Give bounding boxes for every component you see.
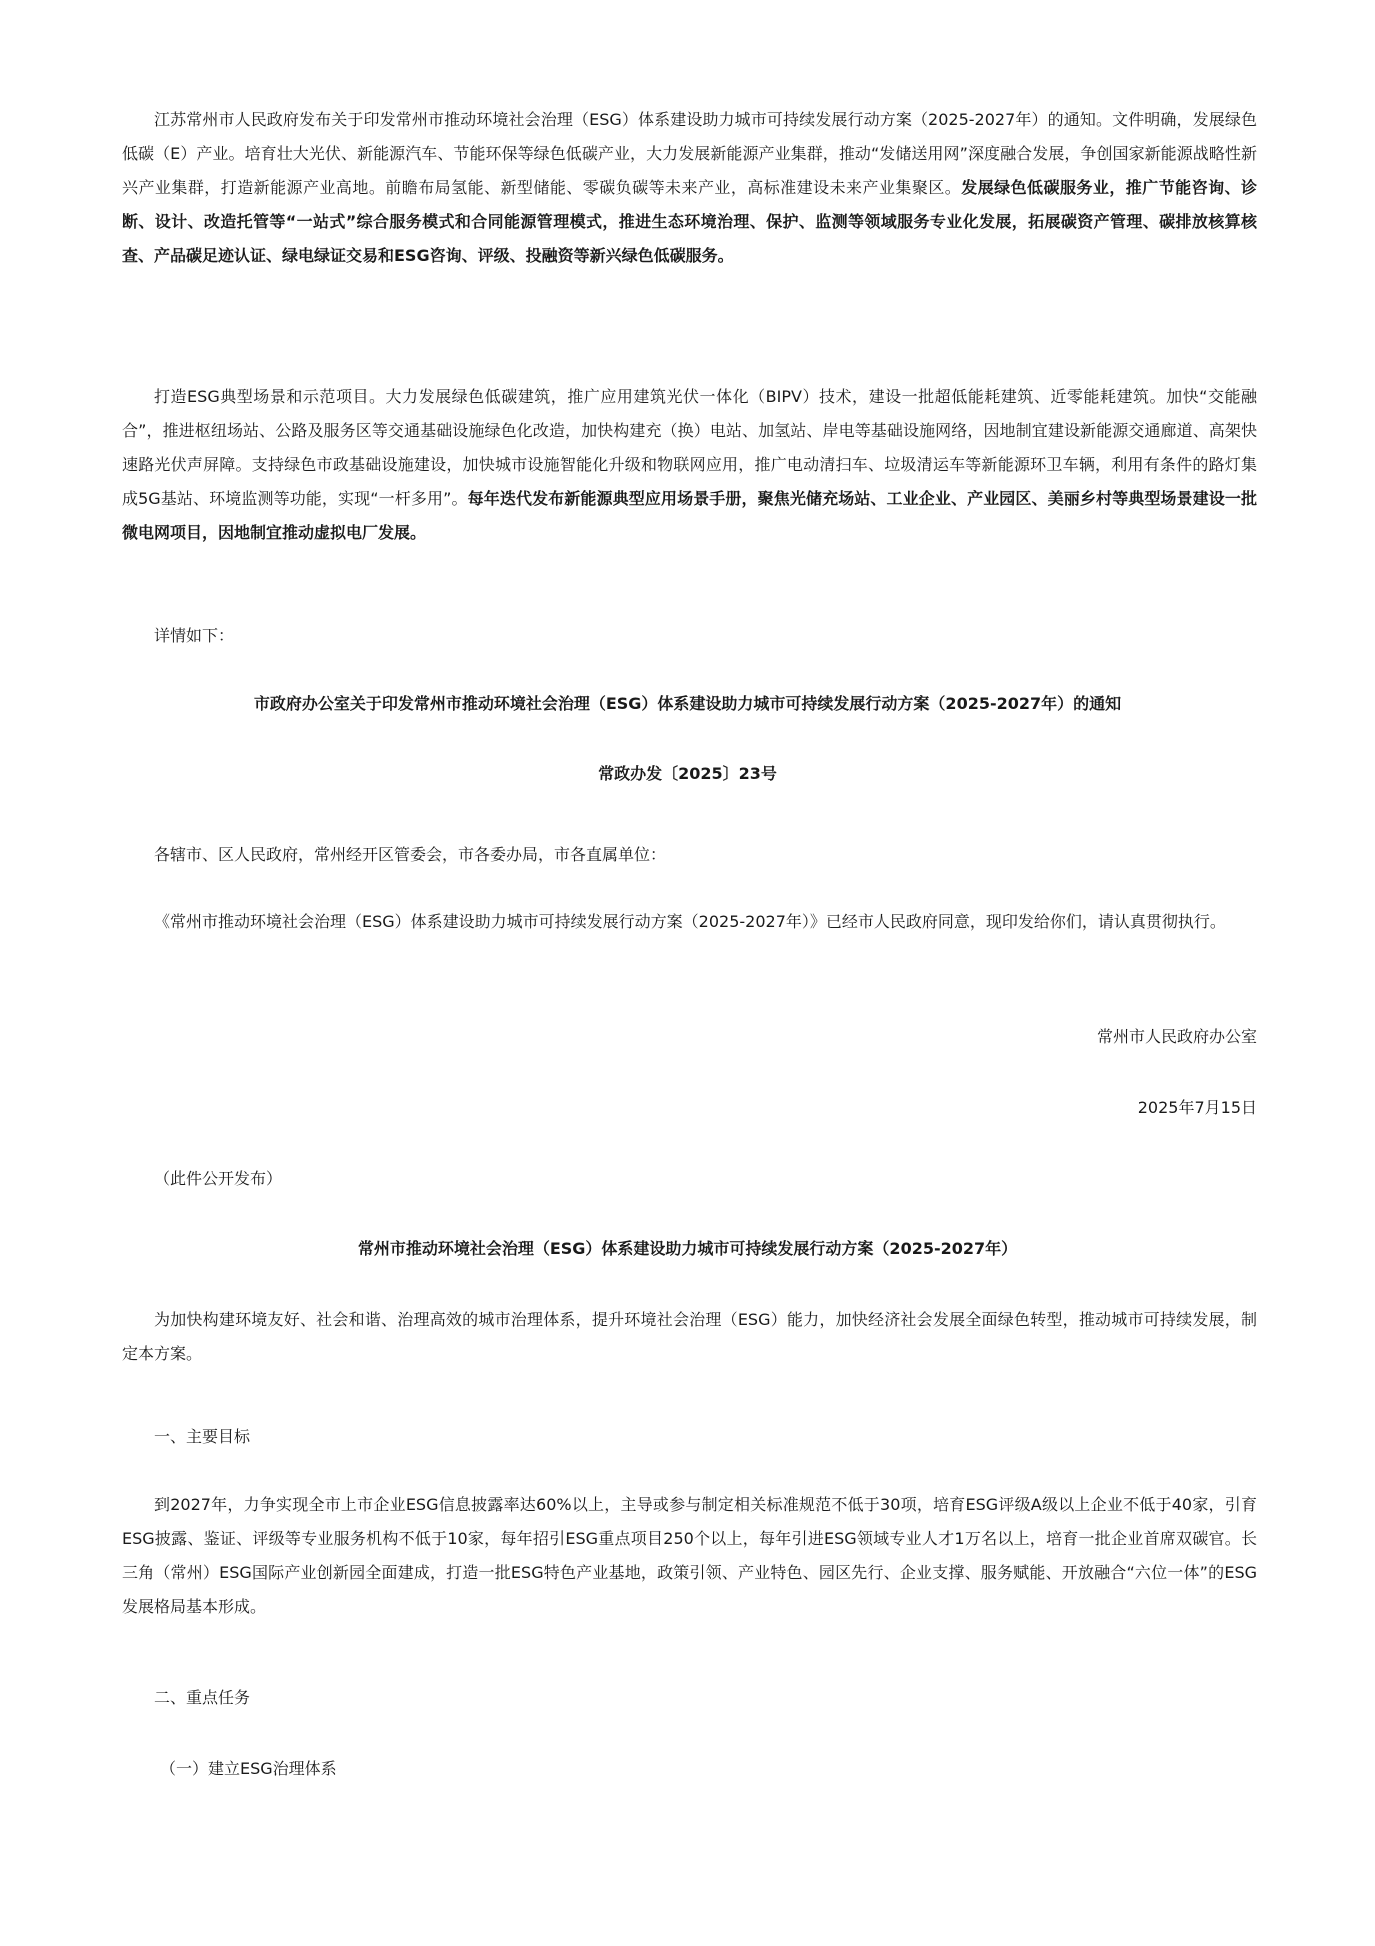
- intro-paragraph-1: [122, 103, 1257, 273]
- intro-p1-text: 江苏常州市人民政府发布关于印发常州市推动环境社会治理（ESG）体系建设助力城市可持续发展行动方案（2025-2027年）的通知。文件明确，发展绿色低碳（E）产业。培育壮大光伏、新能源汽车、节能环保等绿色低碳产业，大力发展新能源产业集群，推动“发储送用网”深度融合发展，争创国家新能源战略性新兴产业集群，打造新能源产业高地。前瞻布局氢能、新型储能、零碳负碳等未来产业，高标准建设未来产业集聚区。: [122, 110, 1257, 197]
- notice-doc-number: 常政办发〔2025〕23号: [598, 764, 777, 783]
- notice-body: 《常州市推动环境社会治理（ESG）体系建设助力城市可持续发展行动方案（2025-2027年）》已经市人民政府同意，现印发给你们，请认真贯彻执行。: [154, 912, 1226, 931]
- subsection-heading-governance: （一）建立ESG治理体系: [160, 1759, 337, 1778]
- plan-title: 常州市推动环境社会治理（ESG）体系建设助力城市可持续发展行动方案（2025-2027年）: [357, 1239, 1018, 1258]
- intro-paragraph-2: [122, 380, 1257, 550]
- intro-p2-text: 打造ESG典型场景和示范项目。大力发展绿色低碳建筑，推广应用建筑光伏一体化（BIPV）技术，建设一批超低能耗建筑、近零能耗建筑。加快“交能融合”，推进枢纽场站、公路及服务区等交通基础设施绿色化改造，加快构建充（换）电站、加氢站、岸电等基础设施网络，因地制宜建设新能源交通廊道、高架快速路光伏声屏障。支持绿色市政基础设施建设，加快城市设施智能化升级和物联网应用，推广电动清扫车、垃圾清运车等新能源环卫车辆，利用有条件的路灯集成5G基站、环境监测等功能，实现“一杆多用”。: [122, 387, 1257, 508]
- notice-date: 2025年7月15日: [1137, 1098, 1257, 1117]
- intro-p2-bold-text: 每年迭代发布新能源典型应用场景手册，聚焦光储充场站、工业企业、产业园区、美丽乡村等典型场景建设一批微电网项目，因地制宜推动虚拟电厂发展。: [122, 489, 1257, 542]
- section-heading-goals: 一、主要目标: [154, 1427, 251, 1446]
- notice-issuer: 常州市人民政府办公室: [1096, 1027, 1257, 1046]
- plan-preface: 为加快构建环境友好、社会和谐、治理高效的城市治理体系，提升环境社会治理（ESG）能力，加快经济社会发展全面绿色转型，推动城市可持续发展，制定本方案。: [122, 1310, 1257, 1363]
- notice-addressee: 各辖市、区人民政府，常州经开区管委会，市各委办局，市各直属单位：: [154, 845, 667, 864]
- goals-paragraph: 到2027年，力争实现全市上市企业ESG信息披露率达60%以上，主导或参与制定相关标准规范不低于30项，培育ESG评级A级以上企业不低于40家，引育ESG披露、鉴证、评级等专业服务机构不低于10家，每年招引ESG重点项目250个以上，每年引进ESG领域专业人才1万名以上，培育一批企业首席双碳官。长三角（常州）ESG国际产业创新园全面建成，打造一批ESG特色产业基地，政策引领、产业特色、园区先行、企业支撑、服务赋能、开放融合“六位一体”的ESG发展格局基本形成。: [122, 1495, 1257, 1616]
- section-heading-tasks: 二、重点任务: [154, 1688, 251, 1707]
- intro-p1-bold-text: 发展绿色低碳服务业，推广节能咨询、诊断、设计、改造托管等“一站式”综合服务模式和合同能源管理模式，推进生态环境治理、保护、监测等领域服务专业化发展，拓展碳资产管理、碳排放核算核查、产品碳足迹认证、绿电绿证交易和ESG咨询、评级、投融资等新兴绿色低碳服务。: [122, 178, 1257, 265]
- details-line: 详情如下：: [154, 626, 235, 645]
- notice-title: 市政府办公室关于印发常州市推动环境社会治理（ESG）体系建设助力城市可持续发展行动方案（2025-2027年）的通知: [253, 694, 1122, 713]
- public-release-note: （此件公开发布）: [154, 1169, 283, 1188]
